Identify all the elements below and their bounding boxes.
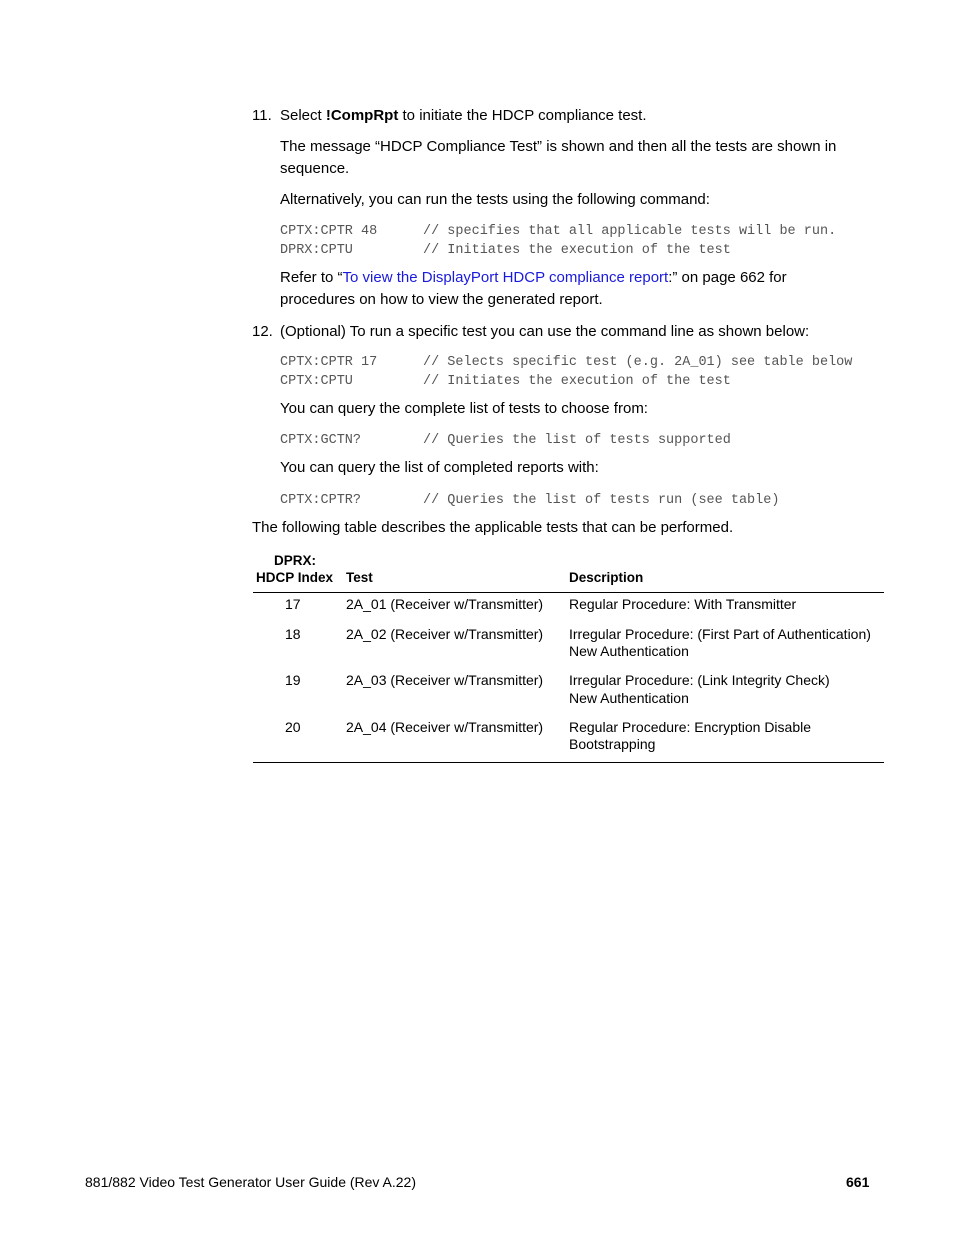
row-test: 2A_01 (Receiver w/Transmitter) (346, 596, 544, 612)
row-index: 19 (285, 672, 301, 688)
column-header-test: Test (346, 570, 373, 585)
step-11-text (280, 105, 870, 127)
column-header-index-line1: DPRX: (274, 553, 317, 568)
code-command: CPTX:CPTR 17 (280, 355, 378, 370)
table-bottom-rule (253, 762, 884, 763)
step-12-text: (Optional) To run a specific test you can use the command line as shown below: (280, 323, 810, 340)
code-comment: // Selects specific test (e.g. 2A_01) see table below (423, 355, 853, 370)
row-index: 20 (285, 719, 301, 735)
refer-text: Refer to “ (280, 269, 343, 286)
paragraph: Alternatively, you can run the tests using the following command: (280, 191, 710, 208)
code-command: CPTX:CPTR 48 (280, 224, 378, 239)
row-index: 18 (285, 626, 301, 642)
code-command: CPTX:GCTN? (280, 433, 362, 448)
row-description: Regular Procedure: Encryption Disable (569, 719, 812, 735)
row-test: 2A_04 (Receiver w/Transmitter) (346, 719, 544, 735)
table-intro: The following table describes the applicable tests that can be performed. (252, 519, 734, 536)
footer-title: 881/882 Video Test Generator User Guide (Rev A.22) (85, 1174, 417, 1190)
step-text: Select (280, 107, 326, 124)
step-text: to initiate the HDCP compliance test. (398, 107, 647, 124)
refer-paragraph-line2: procedures on how to view the generated report. (280, 291, 603, 308)
code-command: CPTX:CPTU (280, 374, 353, 389)
command-name: !CompRpt (325, 107, 399, 124)
row-index: 17 (285, 596, 301, 612)
paragraph: You can query the complete list of tests to choose from: (280, 400, 648, 417)
code-comment: // specifies that all applicable tests will be run. (423, 224, 837, 239)
row-test: 2A_02 (Receiver w/Transmitter) (346, 626, 544, 642)
refer-paragraph (280, 267, 870, 289)
column-header-index: HDCP Index (256, 570, 334, 585)
code-command: DPRX:CPTU (280, 243, 353, 258)
row-description: Irregular Procedure: (Link Integrity Check) (569, 672, 830, 688)
paragraph: The message “HDCP Compliance Test” is shown and then all the tests are shown in sequence. (280, 138, 837, 177)
column-header-description: Description (569, 570, 644, 585)
paragraph: You can query the list of completed reports with: (280, 459, 599, 476)
refer-text: :” on page 662 for (668, 269, 787, 286)
code-comment: // Queries the list of tests supported (423, 433, 731, 448)
row-description-line2: New Authentication (569, 690, 689, 706)
code-comment: // Initiates the execution of the test (423, 374, 731, 389)
code-command: CPTX:CPTR? (280, 493, 362, 508)
row-description: Regular Procedure: With Transmitter (569, 596, 797, 612)
table-header-rule (253, 592, 884, 593)
step-number: 12. (252, 323, 273, 340)
step-number: 11. (252, 107, 272, 124)
row-description-line2: New Authentication (569, 643, 689, 659)
report-link[interactable]: To view the DisplayPort HDCP compliance report (342, 269, 669, 286)
code-comment: // Initiates the execution of the test (423, 243, 731, 258)
row-description: Irregular Procedure: (First Part of Authentication) (569, 626, 871, 642)
row-test: 2A_03 (Receiver w/Transmitter) (346, 672, 544, 688)
code-comment: // Queries the list of tests run (see table) (423, 493, 780, 508)
page-number: 661 (846, 1174, 870, 1190)
row-description-line2: Bootstrapping (569, 736, 656, 752)
